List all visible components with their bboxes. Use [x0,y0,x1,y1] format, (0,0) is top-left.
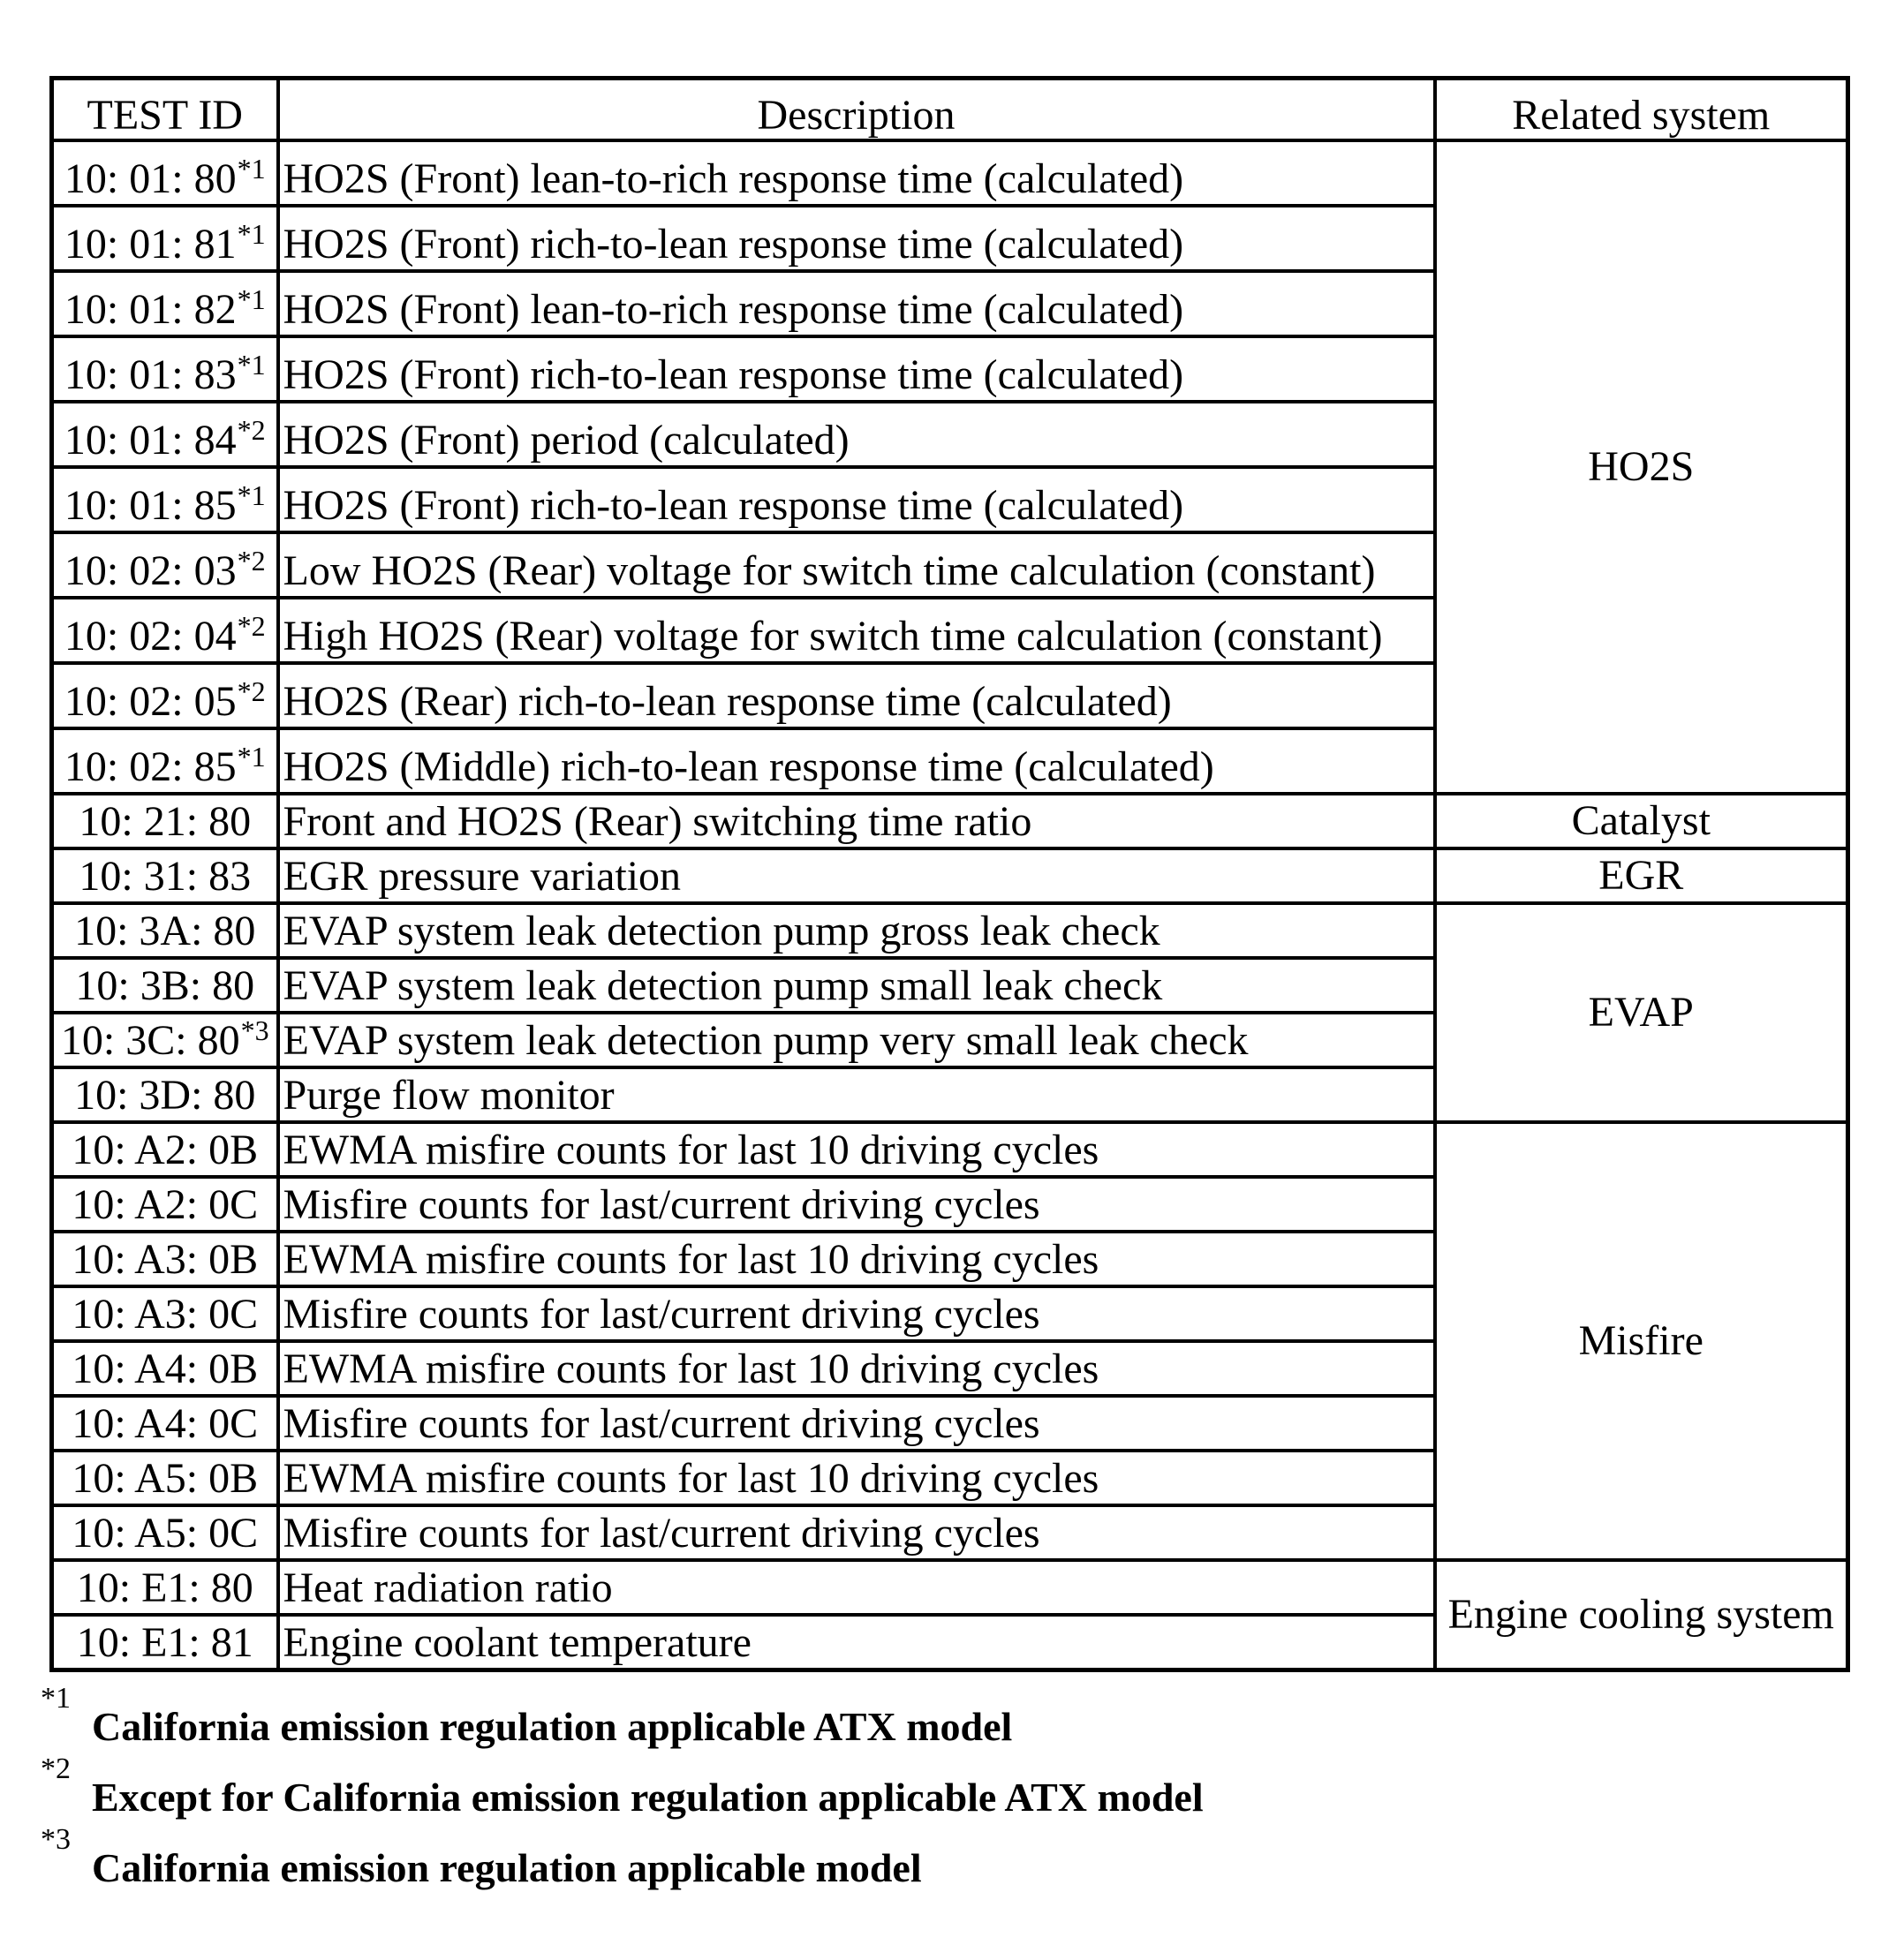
test-id-value: 10: 3C: 80 [60,1017,240,1064]
description-cell: Misfire counts for last/current driving cycles [278,1505,1435,1560]
test-id-value: 10: 02: 05 [64,678,237,725]
test-id-value: 10: 01: 81 [64,221,237,268]
related-system-cell: HO2S [1435,140,1848,794]
test-id-value: 10: 31: 83 [79,853,252,900]
test-id-value: 10: A2: 0B [72,1127,259,1173]
test-id-cell [52,598,278,663]
test-id-value: 10: A2: 0C [72,1181,259,1228]
test-id-cell [52,1451,278,1505]
table-row [52,794,1848,848]
table-body [52,140,1848,1670]
test-id-value: 10: 01: 83 [64,351,237,398]
footnote-marker: *2 [237,545,266,577]
footnote-text: California emission regulation applicable model [92,1845,922,1890]
test-id-cell [52,958,278,1013]
footnote-marker: *2 [237,610,266,642]
test-id-value: 10: A4: 0C [72,1400,259,1447]
test-id-value: 10: 01: 82 [64,286,237,333]
test-id-value: 10: 02: 04 [64,613,237,660]
related-system-cell: Misfire [1435,1122,1848,1560]
footnote-marker: *1 [237,283,266,315]
description-cell: Front and HO2S (Rear) switching time ratio [278,794,1435,848]
test-id-value: 10: 02: 85 [64,743,237,790]
related-system-cell: Engine cooling system [1435,1560,1848,1670]
test-id-value: 10: 3A: 80 [74,908,256,954]
description-cell: HO2S (Front) rich-to-lean response time (calculated) [278,467,1435,532]
test-id-value: 10: E1: 81 [76,1619,253,1666]
header-test-id: TEST ID [52,79,278,141]
test-id-cell [52,1396,278,1451]
table-row [52,848,1848,903]
footnote-marker: *2 [237,414,266,446]
test-id-cell [52,1505,278,1560]
test-id-value: 10: 3B: 80 [75,962,255,1009]
footnote-2 [39,1753,1840,1823]
test-id-cell [52,903,278,958]
footnote-mark: *3 [41,1823,71,1856]
footnote-marker: *1 [237,479,266,511]
footnote-mark: *2 [41,1753,71,1785]
footnote-marker: *1 [237,218,266,250]
description-cell: EWMA misfire counts for last 10 driving cycles [278,1451,1435,1505]
description-cell: Heat radiation ratio [278,1560,1435,1615]
test-id-cell [52,728,278,794]
footnote-marker: *2 [237,675,266,707]
header-description: Description [278,79,1435,141]
description-cell: EVAP system leak detection pump very small leak check [278,1013,1435,1067]
test-id-cell [52,532,278,598]
description-cell: EVAP system leak detection pump small leak check [278,958,1435,1013]
description-cell: EWMA misfire counts for last 10 driving cycles [278,1232,1435,1286]
footnotes [39,1682,1840,1894]
footnote-1 [39,1682,1840,1753]
test-id-cell [52,336,278,402]
footnote-marker: *3 [240,1014,269,1046]
description-cell: HO2S (Front) lean-to-rich response time (calculated) [278,140,1435,206]
description-cell: Engine coolant temperature [278,1615,1435,1670]
table-row [52,1560,1848,1615]
test-id-value: 10: A4: 0B [72,1346,259,1392]
footnote-text: Except for California emission regulation applicable ATX model [92,1775,1204,1820]
related-system-cell: Catalyst [1435,794,1848,848]
footnote-text: California emission regulation applicable ATX model [92,1704,1013,1749]
test-id-cell [52,1013,278,1067]
test-id-cell [52,1615,278,1670]
test-id-value: 10: A3: 0B [72,1236,259,1283]
test-id-cell [52,848,278,903]
description-cell: Purge flow monitor [278,1067,1435,1122]
test-id-value: 10: 3D: 80 [74,1072,256,1119]
test-id-value: 10: 01: 85 [64,482,237,529]
test-id-cell [52,1341,278,1396]
test-id-cell [52,206,278,271]
description-cell: HO2S (Front) period (calculated) [278,402,1435,467]
footnote-marker: *1 [237,153,266,185]
description-cell: HO2S (Front) rich-to-lean response time (calculated) [278,336,1435,402]
description-cell: EWMA misfire counts for last 10 driving cycles [278,1122,1435,1177]
test-id-value: 10: A3: 0C [72,1291,259,1338]
description-cell: High HO2S (Rear) voltage for switch time calculation (constant) [278,598,1435,663]
related-system-cell: EVAP [1435,903,1848,1122]
table-row [52,140,1848,206]
table-header-row [52,79,1848,141]
table-row [52,1122,1848,1177]
test-id-cell [52,1560,278,1615]
description-cell: EWMA misfire counts for last 10 driving cycles [278,1341,1435,1396]
test-id-value: 10: 21: 80 [79,798,252,845]
description-cell: HO2S (Middle) rich-to-lean response time (calculated) [278,728,1435,794]
test-id-cell [52,271,278,336]
description-cell: Misfire counts for last/current driving cycles [278,1396,1435,1451]
related-system-cell: EGR [1435,848,1848,903]
description-cell: EVAP system leak detection pump gross leak check [278,903,1435,958]
test-id-cell [52,1177,278,1232]
header-related-system: Related system [1435,79,1848,141]
test-id-cell [52,663,278,728]
description-cell: Misfire counts for last/current driving cycles [278,1286,1435,1341]
footnote-mark: *1 [41,1682,71,1715]
test-id-cell [52,1122,278,1177]
test-id-value: 10: 01: 84 [64,417,237,464]
test-id-value: 10: E1: 80 [76,1564,253,1611]
description-cell: EGR pressure variation [278,848,1435,903]
footnote-3 [39,1823,1840,1894]
description-cell: Low HO2S (Rear) voltage for switch time calculation (constant) [278,532,1435,598]
test-id-table [49,76,1850,1672]
test-id-cell [52,1232,278,1286]
description-cell: Misfire counts for last/current driving cycles [278,1177,1435,1232]
test-id-value: 10: 01: 80 [64,155,237,202]
description-cell: HO2S (Rear) rich-to-lean response time (calculated) [278,663,1435,728]
table-row [52,903,1848,958]
description-cell: HO2S (Front) rich-to-lean response time (calculated) [278,206,1435,271]
test-id-cell [52,467,278,532]
description-cell: HO2S (Front) lean-to-rich response time (calculated) [278,271,1435,336]
test-id-value: 10: 02: 03 [64,547,237,594]
test-id-value: 10: A5: 0B [72,1455,259,1502]
test-id-value: 10: A5: 0C [72,1510,259,1557]
test-id-cell [52,140,278,206]
test-id-cell [52,794,278,848]
footnote-marker: *1 [237,741,266,773]
test-id-cell [52,1286,278,1341]
test-id-cell [52,402,278,467]
footnote-marker: *1 [237,349,266,381]
test-id-cell [52,1067,278,1122]
